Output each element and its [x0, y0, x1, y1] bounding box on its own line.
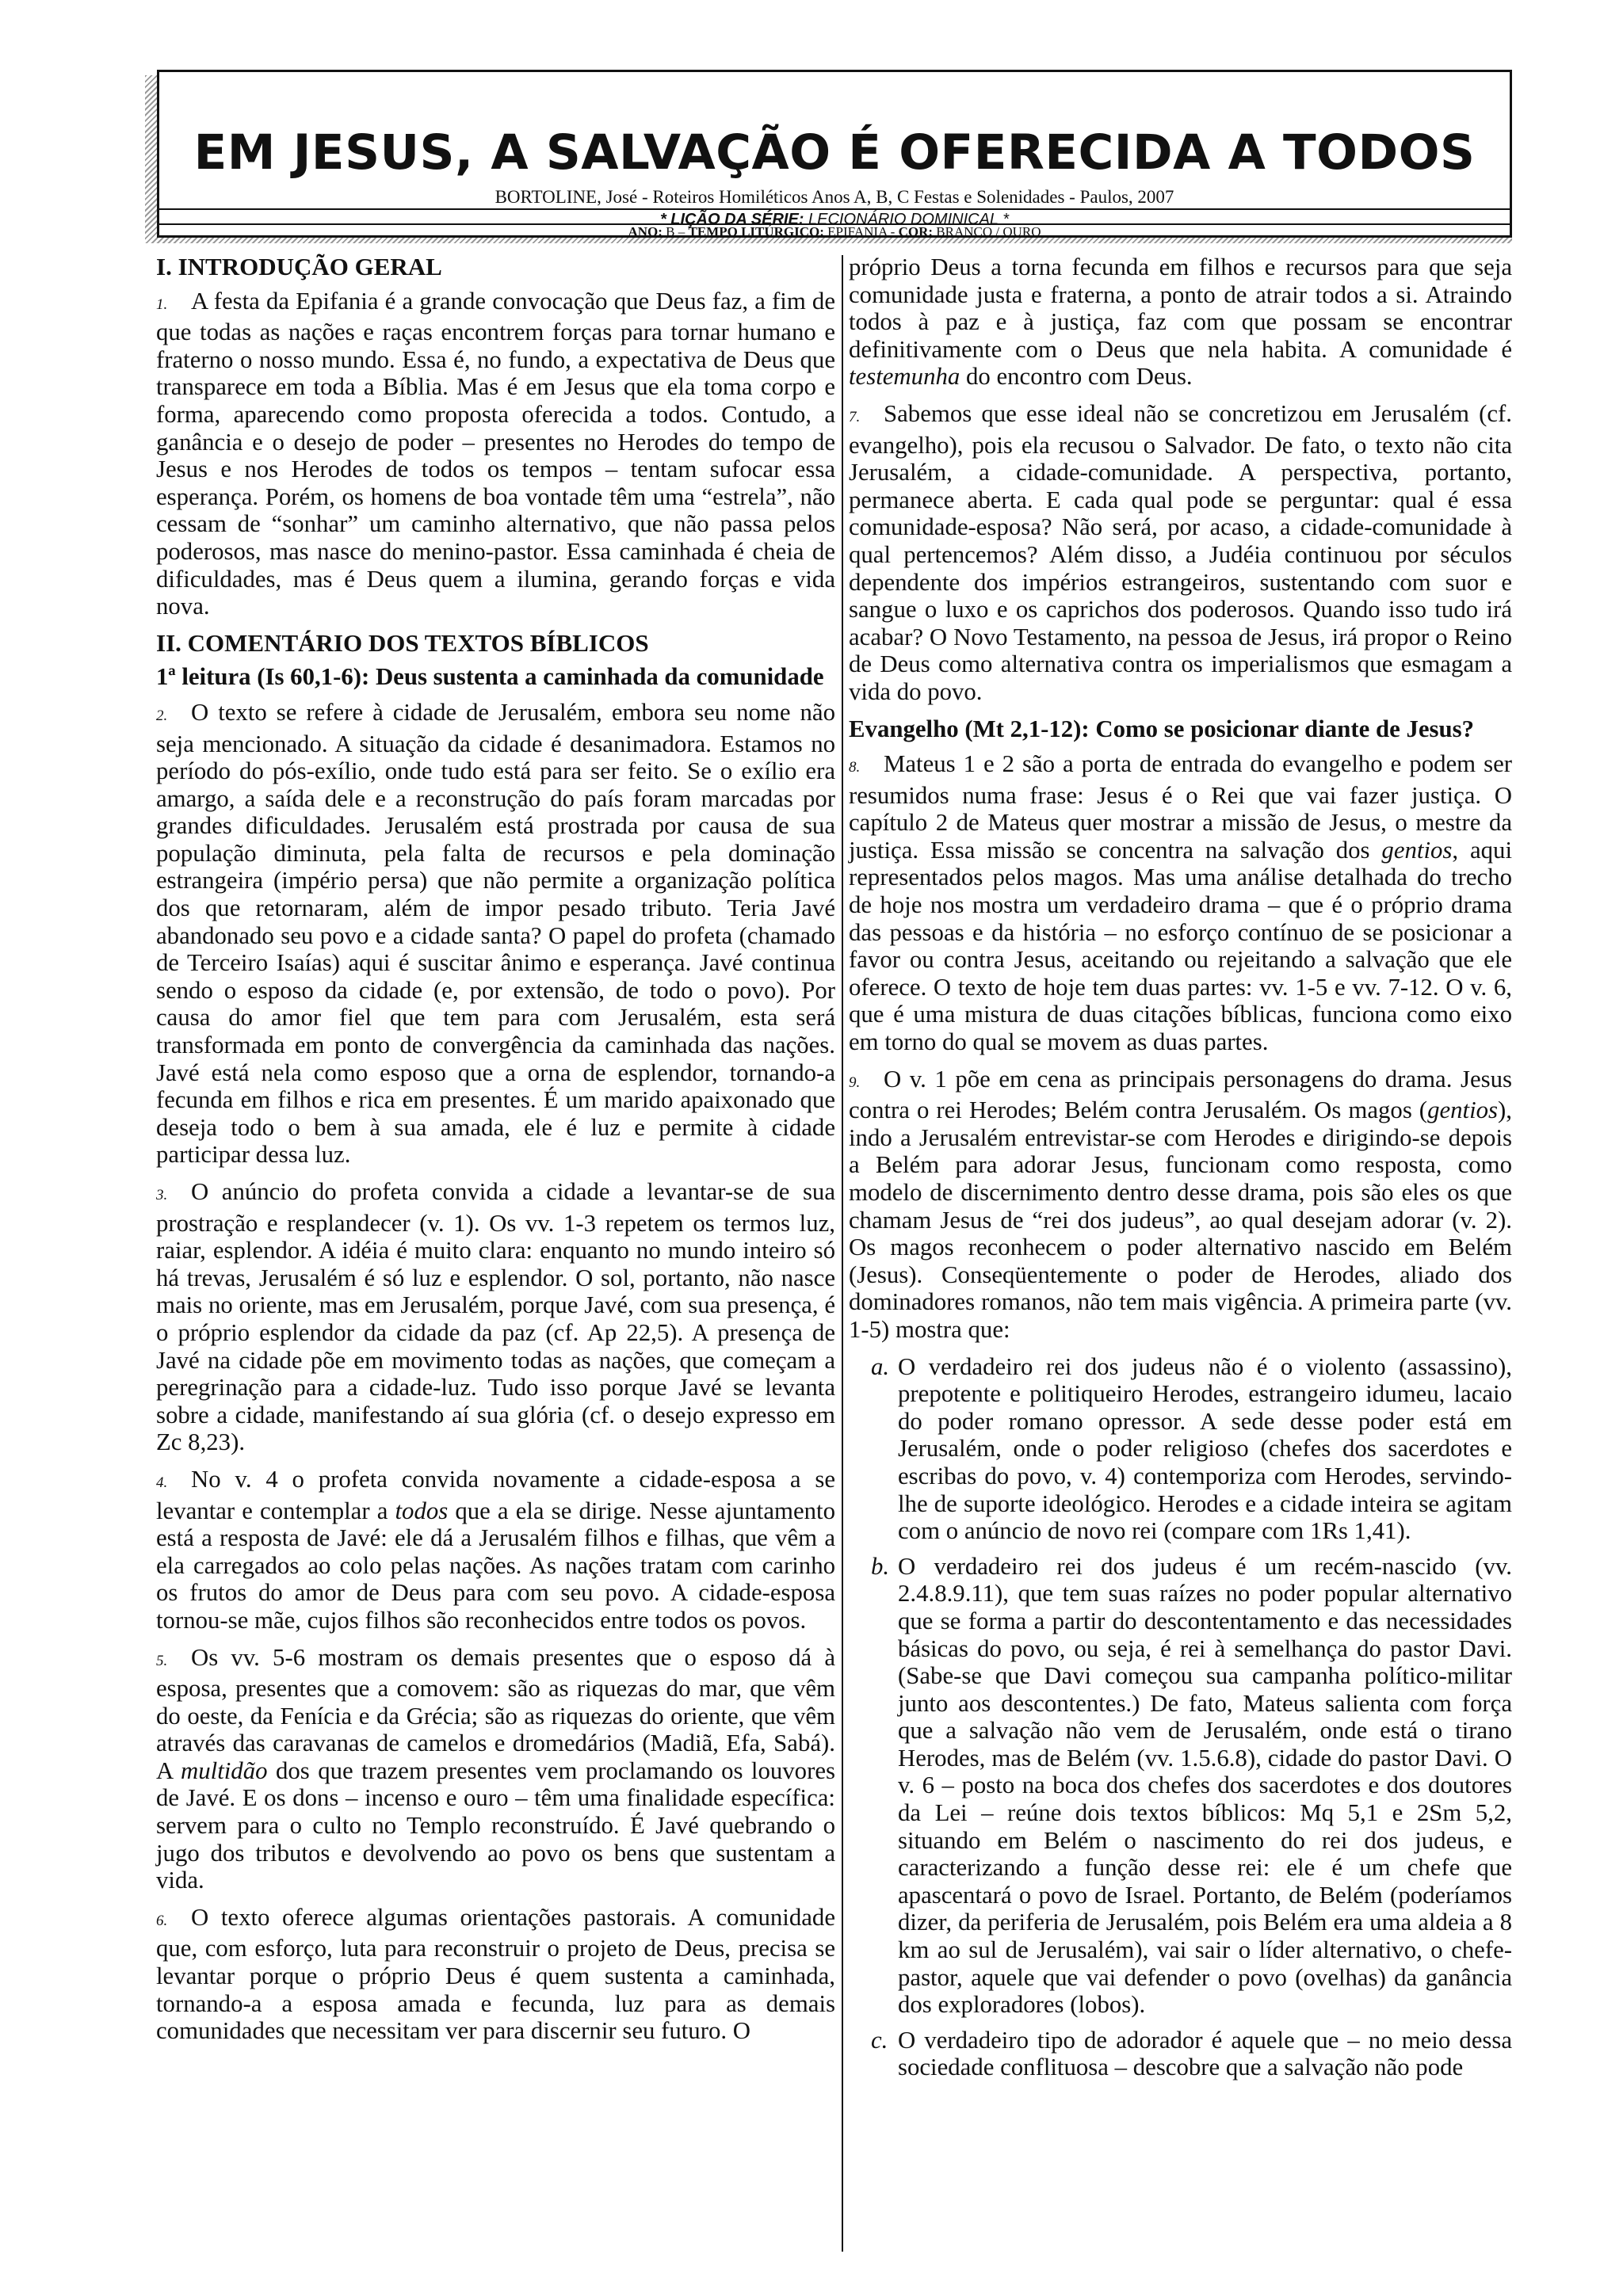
- section-heading-commentary: II. COMENTÁRIO DOS TEXTOS BÍBLICOS: [156, 628, 649, 657]
- paragraph-1: [156, 288, 835, 620]
- paragraph-8: [849, 750, 1512, 1056]
- paragraph-text: O texto se refere à cidade de Jerusalém, embora seu nome não seja mencionado. A situação da cidade é desanimadora. Estamos no período do pós-exílio, onde tudo está para ser feito. Se o exílio era amargo, a saída dele e a reconstrução do país foram marcadas por grandes dificuldades. Jerusalém está prostrada por causa de sua população diminuta, pela falta de recursos e pela dominação estrangeira (império persa) que não permite a organização política dos que retornaram, além de impor pesado tributo. Teria Javé abandonado seu povo e a cidade santa? O papel do profeta (chamado de Terceiro Isaías) aqui é suscitar ânimo e esperança. Javé continua sendo o esposo da cidade (e, por extensão, de todo o povo). Por causa do amor fiel que tem para com Jerusalém, esta será transformada em ponto de convergência da caminhada das nações. Javé está nela como esposo que a orna de esplendor, tornando-a fecunda em filhos e rica em presentes. É um marido apaixonado que deseja todo o bem à sua amada, ele é luz e permite à cidade participar dessa luz.: [156, 698, 835, 1169]
- color-value: BRANCO / OURO: [936, 224, 1041, 239]
- section-heading-intro: I. INTRODUÇÃO GERAL: [156, 253, 442, 280]
- emphasis: gentios: [1381, 836, 1453, 864]
- paragraph-text: que a ela se dirige. Nesse ajuntamento está a resposta de Javé: ele dá a Jerusalém filhos e filhas, que vêm a ela carregados ao colo pelas nações. As nações tratam com carinho os frutos do amor de Deus para com seu povo. A cidade-esposa tornou-se mãe, cujos filhos são reconhecidos entre todos os povos.: [156, 1497, 835, 1634]
- paragraph-number: 1.: [156, 296, 168, 313]
- column-divider: [842, 255, 843, 2252]
- paragraph-text: No v. 4 o profeta convida novamente a cidade-esposa a se levantar e contemplar a: [156, 1465, 835, 1524]
- paragraph-6-continued: [849, 254, 1512, 391]
- left-column: [156, 254, 835, 2054]
- paragraph-2: [156, 699, 835, 1169]
- paragraph-number: 9.: [849, 1074, 861, 1091]
- paragraph-number: 5.: [156, 1652, 168, 1669]
- paragraph-3: [156, 1178, 835, 1456]
- paragraph-text: próprio Deus a torna fecunda em filhos e recursos para que seja comunidade justa e fraterna, a ponto de atrair todos a si. Atraindo todos à paz e à justiça, faz com que possam se encontrar definitivamente com o Deus que nela habita. A comunidade é: [849, 254, 1512, 363]
- list-item: [871, 2026, 1512, 2081]
- paragraph-number: 2.: [156, 707, 168, 724]
- paragraph-text: Mateus 1 e 2 são a porta de entrada do evangelho e podem ser resumidos numa frase: Jesus é o Rei que vai fazer justiça. O capítulo 2 de Mateus quer mostrar a missão de Jesus, o mestre da justiça. Essa missão se concentra na salvação dos: [849, 750, 1512, 864]
- paragraph-number: 7.: [849, 408, 861, 425]
- time-value: EPIFANIA -: [827, 224, 896, 239]
- paragraph-number: 8.: [849, 759, 861, 776]
- list-item-text: O verdadeiro rei dos judeus não é o violento (assassino), prepotente e politiqueiro Herodes, estrangeiro idumeu, lacaio do poder romano opressor. A sede desse poder está em Jerusalém, onde o poder religioso (chefes dos sacerdotes e escribas do povo, v. 4) contemporiza com Herodes, servindo-lhe de suporte ideológico. Herodes e a cidade inteira se agitam com o anúncio de novo rei (compare com 1Rs 1,41).: [898, 1352, 1512, 1545]
- emphasis: testemunha: [849, 363, 960, 391]
- paragraph-text: Sabemos que esse ideal não se concretizou em Jerusalém (cf. evangelho), pois ela recusou o Salvador. De fato, o texto não cita Jerusalém, a cidade-comunidade. A perspectiva, portanto, permanece aberta. E cada qual pode se perguntar: qual é essa comunidade-esposa? Não será, por acaso, a cidade-comunidade à qual pertencemos? Além disso, a Judéia continuou por séculos dependente dos impérios estrangeiros, sustentando com suor e sangue o luxo e os caprichos dos poderosos. Quando isso tudo irá acabar? O Novo Testamento, na pessoa de Jesus, irá propor o Reino de Deus como alternativa contra os imperialismos que esmagam a vida do povo.: [849, 399, 1512, 705]
- list-item: [871, 1352, 1512, 1545]
- liturgical-info-line: [159, 223, 1510, 239]
- year-label: ANO:: [628, 224, 663, 239]
- paragraph-7: [849, 400, 1512, 706]
- paragraph-6: [156, 1904, 835, 2045]
- time-label: TEMPO LITÚRGICO:: [688, 224, 824, 239]
- lettered-list: [849, 1353, 1512, 2081]
- paragraph-text: O v. 1 põe em cena as principais personagens do drama. Jesus contra o rei Herodes; Belém contra Jerusalém. Os magos (: [849, 1065, 1512, 1124]
- paragraph-text: O texto oferece algumas orientações pastorais. A comunidade que, com esforço, luta para reconstruir o projeto de Deus, precisa se levantar porque o próprio Deus é quem sustenta a caminhada, tornando-a a esposa amada e fecunda, luz para as demais comunidades que necessitam ver para discernir seu futuro. O: [156, 1903, 835, 2045]
- paragraph-9: [849, 1066, 1512, 1344]
- list-item: [871, 1552, 1512, 2019]
- emphasis: multidão: [181, 1756, 268, 1784]
- paragraph-text: O anúncio do profeta convida a cidade a levantar-se de sua prostração e resplandecer (v. 1). Os vv. 1-3 repetem os termos luz, raiar, esplendor. A idéia é muito clara: enquanto no mundo inteiro só há trevas, Jerusalém é só luz e esplendor. O sol, portanto, não nasce mais no oriente, mas em Jerusalém, porque Javé, com sua presença, é o próprio esplendor da cidade da paz (cf. Ap 22,5). A presença de Javé na cidade põe em movimento todas as nações, que começam a peregrinação para a cidade-luz. Tudo isso porque Javé se levanta sobre a cidade, manifestando aí sua glória (cf. o desejo expresso em Zc 8,23).: [156, 1178, 835, 1456]
- source-citation: BORTOLINE, José - Roteiros Homiléticos Anos A, B, C Festas e Solenidades - Paulos, 2007: [495, 187, 1174, 207]
- paragraph-number: 6.: [156, 1912, 168, 1929]
- header-box: [157, 70, 1512, 238]
- color-label: COR:: [898, 224, 934, 239]
- paragraph-text: dos que trazem presentes vem proclamando os louvores de Javé. E os dons – incenso e ouro – têm uma finalidade específica: servem para o culto no Templo reconstruído. É Javé quebrando o jugo dos tributos e devolvendo ao povo os bens que sustentam a vida.: [156, 1756, 835, 1894]
- paragraph-4: [156, 1466, 835, 1634]
- paragraph-text: do encontro com Deus.: [960, 363, 1193, 391]
- paragraph-text: ), indo a Jerusalém entrevistar-se com Herodes e dirigindo-se depois a Belém para adorar Jesus, funcionam como resposta, como modelo de discernimento dentro desse drama, pois são eles os que chamam Jesus de “rei dos judeus”, ao qual desejam adorar (v. 2). Os magos reconhecem o poder alternativo nascido em Belém (Jesus). Conseqüentemente o poder de Herodes, aliado dos dominadores romanos, não tem mais vigência. A primeira parte (vv. 1-5) mostra que:: [849, 1097, 1512, 1343]
- series-value: LECIONÁRIO DOMINICAL *: [808, 211, 1010, 228]
- paragraph-number: 3.: [156, 1187, 168, 1203]
- list-item-text: O verdadeiro tipo de adorador é aquele que – no meio dessa sociedade conflituosa – descobre que a salvação não pode: [898, 2026, 1512, 2081]
- paragraph-5: [156, 1644, 835, 1894]
- list-item-text: O verdadeiro rei dos judeus é um recém-nascido (vv. 2.4.8.9.11), que tem suas raízes no poder popular alternativo que se forma a partir do descontentamento e das necessidades básicas do povo, ou seja, é rei à semelhança do pastor Davi. (Sabe-se que Davi começou sua campanha político-militar junto aos descontentes.) De fato, Mateus salienta com força que a salvação não vem de Jerusalém, onde está o tirano Herodes, mas de Belém (vv. 1.5.6.8), cidade do pastor Davi. O v. 6 – posto na boca dos chefes dos sacerdotes e dos doutores da Lei – reúne dois textos bíblicos: Mq 5,1 e 2Sm 5,2, situando em Belém o nascimento do rei dos judeus, e caracterizando a função desse rei: ele é um chefe que apascentará o povo de Israel. Portanto, de Belém (poderíamos dizer, da periferia de Jerusalém, pois Belém era uma aldeia a 8 km ao sul de Jerusalém), vai sair o líder alternativo, o chefe-pastor, aquele que vai defender o povo (ovelhas) da ganância dos exploradores (lobos).: [898, 1552, 1512, 2019]
- year-value: B –: [666, 224, 685, 239]
- page-title: EM JESUS, A SALVAÇÃO É OFERECIDA A TODOS: [193, 124, 1476, 181]
- subheading-gospel: Evangelho (Mt 2,1-12): Como se posicionar diante de Jesus?: [849, 715, 1475, 742]
- list-marker: a.: [871, 1352, 890, 1380]
- list-marker: b.: [871, 1552, 890, 1580]
- subheading-first-reading: 1ª leitura (Is 60,1-6): Deus sustenta a caminhada da comunidade: [156, 663, 824, 691]
- right-column: [849, 254, 1512, 2089]
- emphasis: gentios: [1427, 1097, 1499, 1124]
- paragraph-text: , aqui representados pelos magos. Mas uma análise detalhada do trecho de hoje nos mostra um verdadeiro drama – que é o próprio drama das pessoas e da história – no esforço contínuo de se posicionar a favor ou contra Jesus, aceitando ou rejeitando a salvação que ele oferece. O texto de hoje tem duas partes: vv. 1-5 e vv. 7-12. O v. 6, que é uma mistura de duas citações bíblicas, funciona como eixo em torno do qual se movem as duas partes.: [849, 836, 1513, 1056]
- series-label: * LIÇÃO DA SÉRIE:: [659, 211, 804, 228]
- emphasis: todos: [395, 1497, 449, 1524]
- paragraph-text: A festa da Epifania é a grande convocação que Deus faz, a fim de que todas as nações e raças encontrem forças para tornar humano e fraterno o nosso mundo. Essa é, no fundo, a expectativa de Deus que transparece em toda a Bíblia. Mas é em Jesus que ela toma corpo e forma, aparecendo como proposta oferecida a todos. Contudo, a ganância e o desejo de poder – presentes no Herodes do tempo de Jesus e nos Herodes de todos os tempos – tentam sufocar essa esperança. Porém, os homens de boa vontade têm uma “estrela”, não cessam de “sonhar” um caminho alternativo, que não passa pelos poderosos, mas nasce do menino-pastor. Essa caminhada é cheia de dificuldades, mas é Deus quem a ilumina, gerando forças e vida nova.: [156, 287, 835, 620]
- list-marker: c.: [871, 2026, 888, 2054]
- paragraph-number: 4.: [156, 1474, 168, 1491]
- paragraph-text: Os vv. 5-6 mostram os demais presentes que o esposo dá à esposa, presentes que a comovem: são as riquezas do mar, que vêm do oeste, da Fenícia e da Grécia; são as riquezas do oriente, que vêm através das caravanas de camelos e dromedários (Madiã, Efa, Sabá). A: [156, 1643, 835, 1784]
